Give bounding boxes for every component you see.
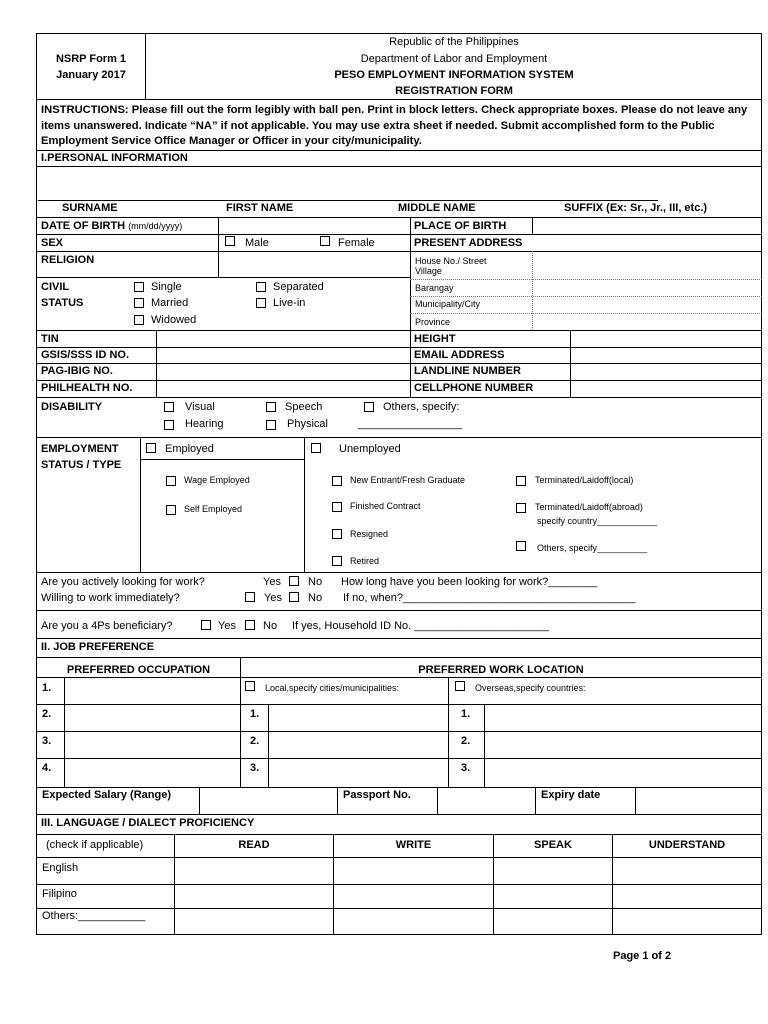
live-in-checkbox[interactable] bbox=[256, 298, 266, 308]
dob-label: DATE OF BIRTH (mm/dd/yyyy) bbox=[41, 220, 183, 232]
male-checkbox[interactable] bbox=[225, 236, 235, 246]
passport-label: Passport No. bbox=[343, 789, 411, 801]
first-name-label: FIRST NAME bbox=[226, 202, 294, 214]
expected-salary-label: Expected Salary (Range) bbox=[42, 789, 171, 801]
looking-yes-checkbox[interactable] bbox=[289, 576, 299, 586]
married-checkbox[interactable] bbox=[134, 298, 144, 308]
finished-contract-label: Finished Contract bbox=[350, 501, 421, 511]
resigned-label: Resigned bbox=[350, 529, 389, 539]
preferred-location-header: PREFERRED WORK LOCATION bbox=[418, 664, 584, 676]
separated-checkbox[interactable] bbox=[256, 282, 266, 292]
expiry-label: Expiry date bbox=[541, 789, 601, 801]
married-label: Married bbox=[151, 297, 189, 309]
male-label: Male bbox=[245, 237, 269, 249]
overseas-num-2: 2. bbox=[461, 735, 471, 747]
female-checkbox[interactable] bbox=[320, 236, 330, 246]
surname-label: SURNAME bbox=[62, 202, 118, 214]
local-label: Local,specify cities/municipalities: bbox=[265, 683, 400, 693]
4ps-question: Are you a 4Ps beneficiary? bbox=[41, 620, 173, 632]
civil-label: CIVIL bbox=[41, 281, 70, 293]
actively-looking-question: Are you actively looking for work? bbox=[41, 576, 205, 588]
single-label: Single bbox=[151, 281, 182, 293]
preferred-occupation-header: PREFERRED OCCUPATION bbox=[66, 664, 211, 676]
unemployed-label: Unemployed bbox=[339, 443, 401, 455]
speech-checkbox[interactable] bbox=[266, 402, 276, 412]
form-date: January 2017 bbox=[56, 69, 126, 81]
overseas-num-3: 3. bbox=[461, 762, 471, 774]
widowed-label: Widowed bbox=[151, 314, 197, 326]
middle-name-label: MIDDLE NAME bbox=[398, 202, 476, 214]
barangay-label: Barangay bbox=[415, 283, 454, 293]
others-disability-checkbox[interactable] bbox=[364, 402, 374, 412]
resigned-checkbox[interactable] bbox=[332, 529, 342, 539]
employed-label: Employed bbox=[165, 443, 214, 455]
wage-employed-label: Wage Employed bbox=[184, 475, 250, 485]
separated-label: Separated bbox=[273, 281, 324, 293]
looking-no-label: No bbox=[308, 576, 323, 588]
height-label: HEIGHT bbox=[414, 333, 456, 345]
hearing-label: Hearing bbox=[185, 418, 224, 430]
household-id-field[interactable]: If yes, Household ID No. ______________________ bbox=[292, 620, 549, 632]
occ-num-2: 2. bbox=[42, 708, 52, 720]
overseas-checkbox[interactable] bbox=[455, 681, 465, 691]
willing-yes-checkbox[interactable] bbox=[245, 592, 255, 602]
retired-checkbox[interactable] bbox=[332, 556, 342, 566]
employment-label-1: EMPLOYMENT bbox=[41, 443, 119, 455]
province-label: Province bbox=[415, 317, 451, 327]
willing-yes-label: Yes bbox=[264, 592, 282, 604]
village-label: Village bbox=[415, 266, 442, 276]
understand-header: UNDERSTAND bbox=[648, 839, 726, 851]
others-employment-checkbox[interactable] bbox=[516, 541, 526, 551]
pagibig-label: PAG-IBIG NO. bbox=[41, 365, 113, 377]
section-language: III. LANGUAGE / DIALECT PROFICIENCY bbox=[41, 817, 255, 829]
self-employed-label: Self Employed bbox=[184, 504, 243, 514]
widowed-checkbox[interactable] bbox=[134, 315, 144, 325]
4ps-no-checkbox[interactable] bbox=[245, 620, 255, 630]
looking-yes-label: Yes bbox=[263, 576, 281, 588]
wage-employed-checkbox[interactable] bbox=[166, 476, 176, 486]
disability-label: DISABILITY bbox=[41, 401, 103, 413]
willing-no-label: No bbox=[308, 592, 323, 604]
form-title: REGISTRATION FORM bbox=[395, 85, 513, 97]
write-header: WRITE bbox=[395, 839, 432, 851]
municipality-label: Municipality/City bbox=[415, 299, 481, 309]
if-no-when-field[interactable]: If no, when?______________________________________ bbox=[343, 592, 636, 604]
overseas-num-1: 1. bbox=[461, 708, 471, 720]
suffix-label: SUFFIX (Ex: Sr., Jr., III, etc.) bbox=[564, 202, 708, 214]
section-job-preference: II. JOB PREFERENCE bbox=[41, 641, 155, 653]
occ-num-1: 1. bbox=[42, 682, 52, 694]
live-in-label: Live-in bbox=[273, 297, 306, 309]
gsis-label: GSIS/SSS ID NO. bbox=[41, 349, 130, 361]
status-label: STATUS bbox=[41, 297, 84, 309]
new-entrant-label: New Entrant/Fresh Graduate bbox=[350, 475, 466, 485]
filipino-label: Filipino bbox=[42, 888, 77, 900]
landline-label: LANDLINE NUMBER bbox=[414, 365, 521, 377]
female-label: Female bbox=[338, 237, 375, 249]
hearing-checkbox[interactable] bbox=[164, 420, 174, 430]
terminated-local-label: Terminated/Laidoff(local) bbox=[535, 475, 634, 485]
single-checkbox[interactable] bbox=[134, 282, 144, 292]
local-num-1: 1. bbox=[250, 708, 260, 720]
header-line-3: PESO EMPLOYMENT INFORMATION SYSTEM bbox=[334, 69, 574, 81]
philhealth-label: PHILHEALTH NO. bbox=[41, 382, 133, 394]
terminated-local-checkbox[interactable] bbox=[516, 476, 526, 486]
finished-contract-checkbox[interactable] bbox=[332, 502, 342, 512]
4ps-yes-checkbox[interactable] bbox=[201, 620, 211, 630]
terminated-abroad-label: Terminated/Laidoff(abroad) bbox=[535, 502, 643, 512]
self-employed-checkbox[interactable] bbox=[166, 505, 176, 515]
email-label: EMAIL ADDRESS bbox=[414, 349, 505, 361]
retired-label: Retired bbox=[350, 556, 380, 566]
physical-checkbox[interactable] bbox=[266, 420, 276, 430]
pob-label: PLACE OF BIRTH bbox=[414, 220, 507, 232]
employment-label-2: STATUS / TYPE bbox=[41, 459, 122, 471]
house-no-label: House No./ Street bbox=[415, 256, 487, 266]
how-long-field[interactable]: How long have you been looking for work?________ bbox=[341, 576, 598, 588]
terminated-abroad-checkbox[interactable] bbox=[516, 503, 526, 513]
form-number: NSRP Form 1 bbox=[55, 53, 127, 65]
4ps-no-label: No bbox=[263, 620, 278, 632]
check-if-applicable: (check if applicable) bbox=[46, 839, 144, 851]
name-entry-line[interactable] bbox=[38, 200, 658, 201]
new-entrant-checkbox[interactable] bbox=[332, 476, 342, 486]
instructions: INSTRUCTIONS: Please fill out the form legibly with ball pen. Print in block letters. Check appropriate boxes. Please do not leave any items unanswered. Indicate “NA” if not applicable. You may use extra sheet if needed. Submit accomplished form to the Public Employment Service Office Manager or Officer in your city/municipality. bbox=[41, 104, 748, 147]
tin-label: TIN bbox=[41, 333, 59, 345]
sex-label: SEX bbox=[41, 237, 64, 249]
page-number: Page 1 of 2 bbox=[613, 950, 672, 962]
overseas-label: Overseas,specify countries: bbox=[475, 683, 586, 693]
willing-question: Willing to work immediately? bbox=[41, 592, 180, 604]
header-line-2: Department of Labor and Employment bbox=[360, 53, 548, 65]
willing-no-checkbox[interactable] bbox=[289, 592, 299, 602]
cellphone-label: CELLPHONE NUMBER bbox=[414, 382, 534, 394]
speech-label: Speech bbox=[285, 401, 323, 413]
religion-label: RELIGION bbox=[41, 254, 95, 266]
unemployed-checkbox[interactable] bbox=[311, 443, 321, 453]
physical-label: Physical bbox=[287, 418, 328, 430]
others-employment-label[interactable]: Others, specify__________ bbox=[537, 543, 648, 553]
section-personal-info: I.PERSONAL INFORMATION bbox=[41, 152, 188, 164]
local-checkbox[interactable] bbox=[245, 681, 255, 691]
4ps-yes-label: Yes bbox=[218, 620, 236, 632]
others-disability-blank[interactable]: _________________ bbox=[358, 418, 463, 430]
employed-checkbox[interactable] bbox=[146, 443, 156, 453]
read-header: READ bbox=[238, 839, 270, 851]
occ-num-4: 4. bbox=[42, 762, 52, 774]
header-line-1: Republic of the Philippines bbox=[389, 36, 519, 48]
visual-checkbox[interactable] bbox=[164, 402, 174, 412]
visual-label: Visual bbox=[185, 401, 215, 413]
local-num-2: 2. bbox=[250, 735, 260, 747]
others-disability-label: Others, specify: bbox=[383, 401, 460, 413]
english-label: English bbox=[42, 862, 79, 874]
local-num-3: 3. bbox=[250, 762, 260, 774]
specify-country-field[interactable]: specify country____________ bbox=[537, 516, 658, 526]
present-address-label: PRESENT ADDRESS bbox=[414, 237, 523, 249]
speak-header: SPEAK bbox=[534, 839, 572, 851]
others-language-field[interactable]: Others:___________ bbox=[42, 910, 146, 922]
occ-num-3: 3. bbox=[42, 735, 52, 747]
